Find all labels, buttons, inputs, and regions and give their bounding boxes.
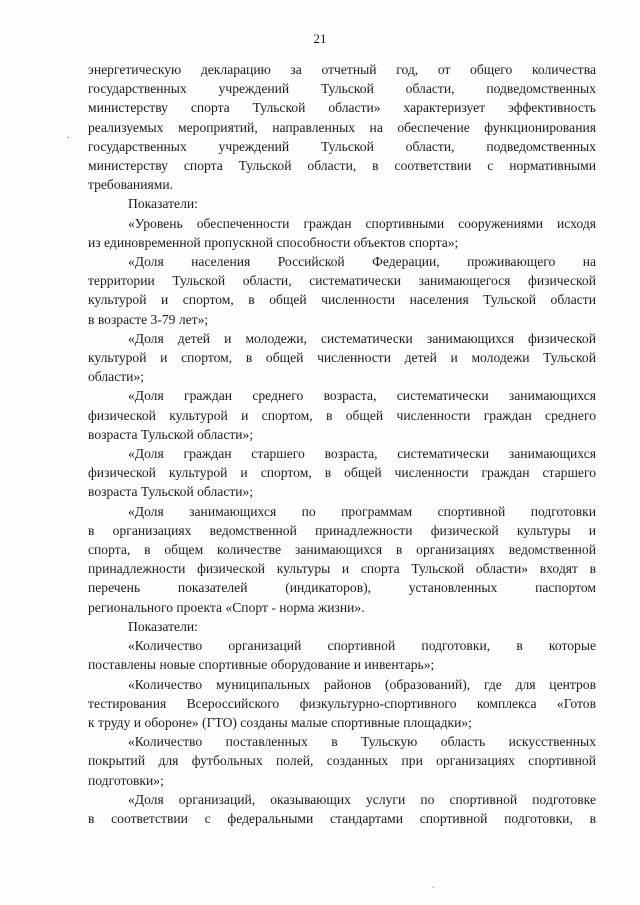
text-line: «Доля занимающихся по программам спортивной подготовки: [128, 503, 596, 519]
text-line: государственных учреждений Тульской области, подведомственных: [88, 81, 596, 97]
text-line: культурой и спортом, в общей численности детей и молодежи Тульской: [88, 350, 596, 366]
text-line: из единовременной пропускной способности объектов спорта»;: [88, 234, 459, 250]
text-line: в организациях ведомственной принадлежности физической культуры и: [88, 522, 596, 538]
text-line: министерству спорта Тульской области» характеризует эффективность: [88, 100, 596, 116]
scan-artifact: .: [432, 880, 435, 891]
text-line: в возрасте 3-79 лет»;: [88, 311, 209, 327]
text-line: «Уровень обеспеченности граждан спортивными сооружениями исходя: [128, 215, 596, 231]
text-line: требованиями.: [88, 177, 174, 193]
margin-mark: .: [67, 130, 70, 141]
text-line: в соответствии с федеральными стандартами спортивной подготовки, в: [88, 810, 596, 826]
text-line: «Доля детей и молодежи, систематически занимающихся физической: [128, 330, 596, 346]
text-line: покрытий для футбольных полей, созданных при организациях спортивной: [88, 753, 596, 769]
text-line: государственных учреждений Тульской области, подведомственных: [88, 138, 596, 154]
text-line: возраста Тульской области»;: [88, 426, 254, 442]
text-line: к труду и обороне» (ГТО) созданы малые спортивные площадки»;: [88, 714, 472, 730]
text-line: «Доля граждан среднего возраста, систематически занимающихся: [128, 388, 596, 404]
page-number: 21: [313, 31, 327, 46]
text-line: подготовки»;: [88, 772, 164, 788]
text-line: поставлены новые спортивные оборудование и инвентарь»;: [88, 657, 435, 673]
text-line: принадлежности физической культуры и спорта Тульской области» входят в: [88, 561, 596, 577]
text-line: территории Тульской области, систематически занимающегося физической: [88, 273, 596, 289]
text-line: «Доля населения Российской Федерации, проживающего на: [128, 254, 596, 270]
text-line: «Доля организаций, оказывающих услуги по спортивной подготовке: [128, 791, 596, 807]
text-line: министерству спорта Тульской области, в соответствии с нормативными: [88, 158, 596, 174]
text-line: физической культурой и спортом, в общей численности граждан старшего: [88, 465, 596, 481]
text-line: «Количество поставленных в Тульскую область искусственных: [128, 734, 596, 750]
text-line: возраста Тульской области»;: [88, 484, 254, 500]
text-line: тестирования Всероссийского физкультурно-спортивного комплекса «Готов: [88, 695, 596, 711]
text-line: перечень показателей (индикаторов), установленных паспортом: [88, 580, 596, 596]
text-line: «Доля граждан старшего возраста, систематически занимающихся: [128, 446, 596, 462]
text-line: Показатели:: [128, 618, 198, 634]
text-line: энергетическую декларацию за отчетный год, от общего количества: [88, 62, 596, 77]
text-line: культурой и спортом, в общей численности населения Тульской области: [88, 292, 596, 308]
text-line: спорта, в общем количестве занимающихся в организациях ведомственной: [88, 542, 596, 558]
text-line: Показатели:: [128, 196, 198, 212]
text-line: физической культурой и спортом, в общей численности граждан среднего: [88, 407, 596, 423]
document-body: [88, 60, 596, 828]
text-line: области»;: [88, 369, 145, 385]
text-line: регионального проекта «Спорт - норма жизни».: [88, 599, 365, 615]
text-line: «Количество организаций спортивной подготовки, в которые: [128, 638, 596, 654]
text-line: «Количество муниципальных районов (образований), где для центров: [128, 676, 596, 692]
text-line: реализуемых мероприятий, направленных на обеспечение функционирования: [88, 119, 596, 135]
